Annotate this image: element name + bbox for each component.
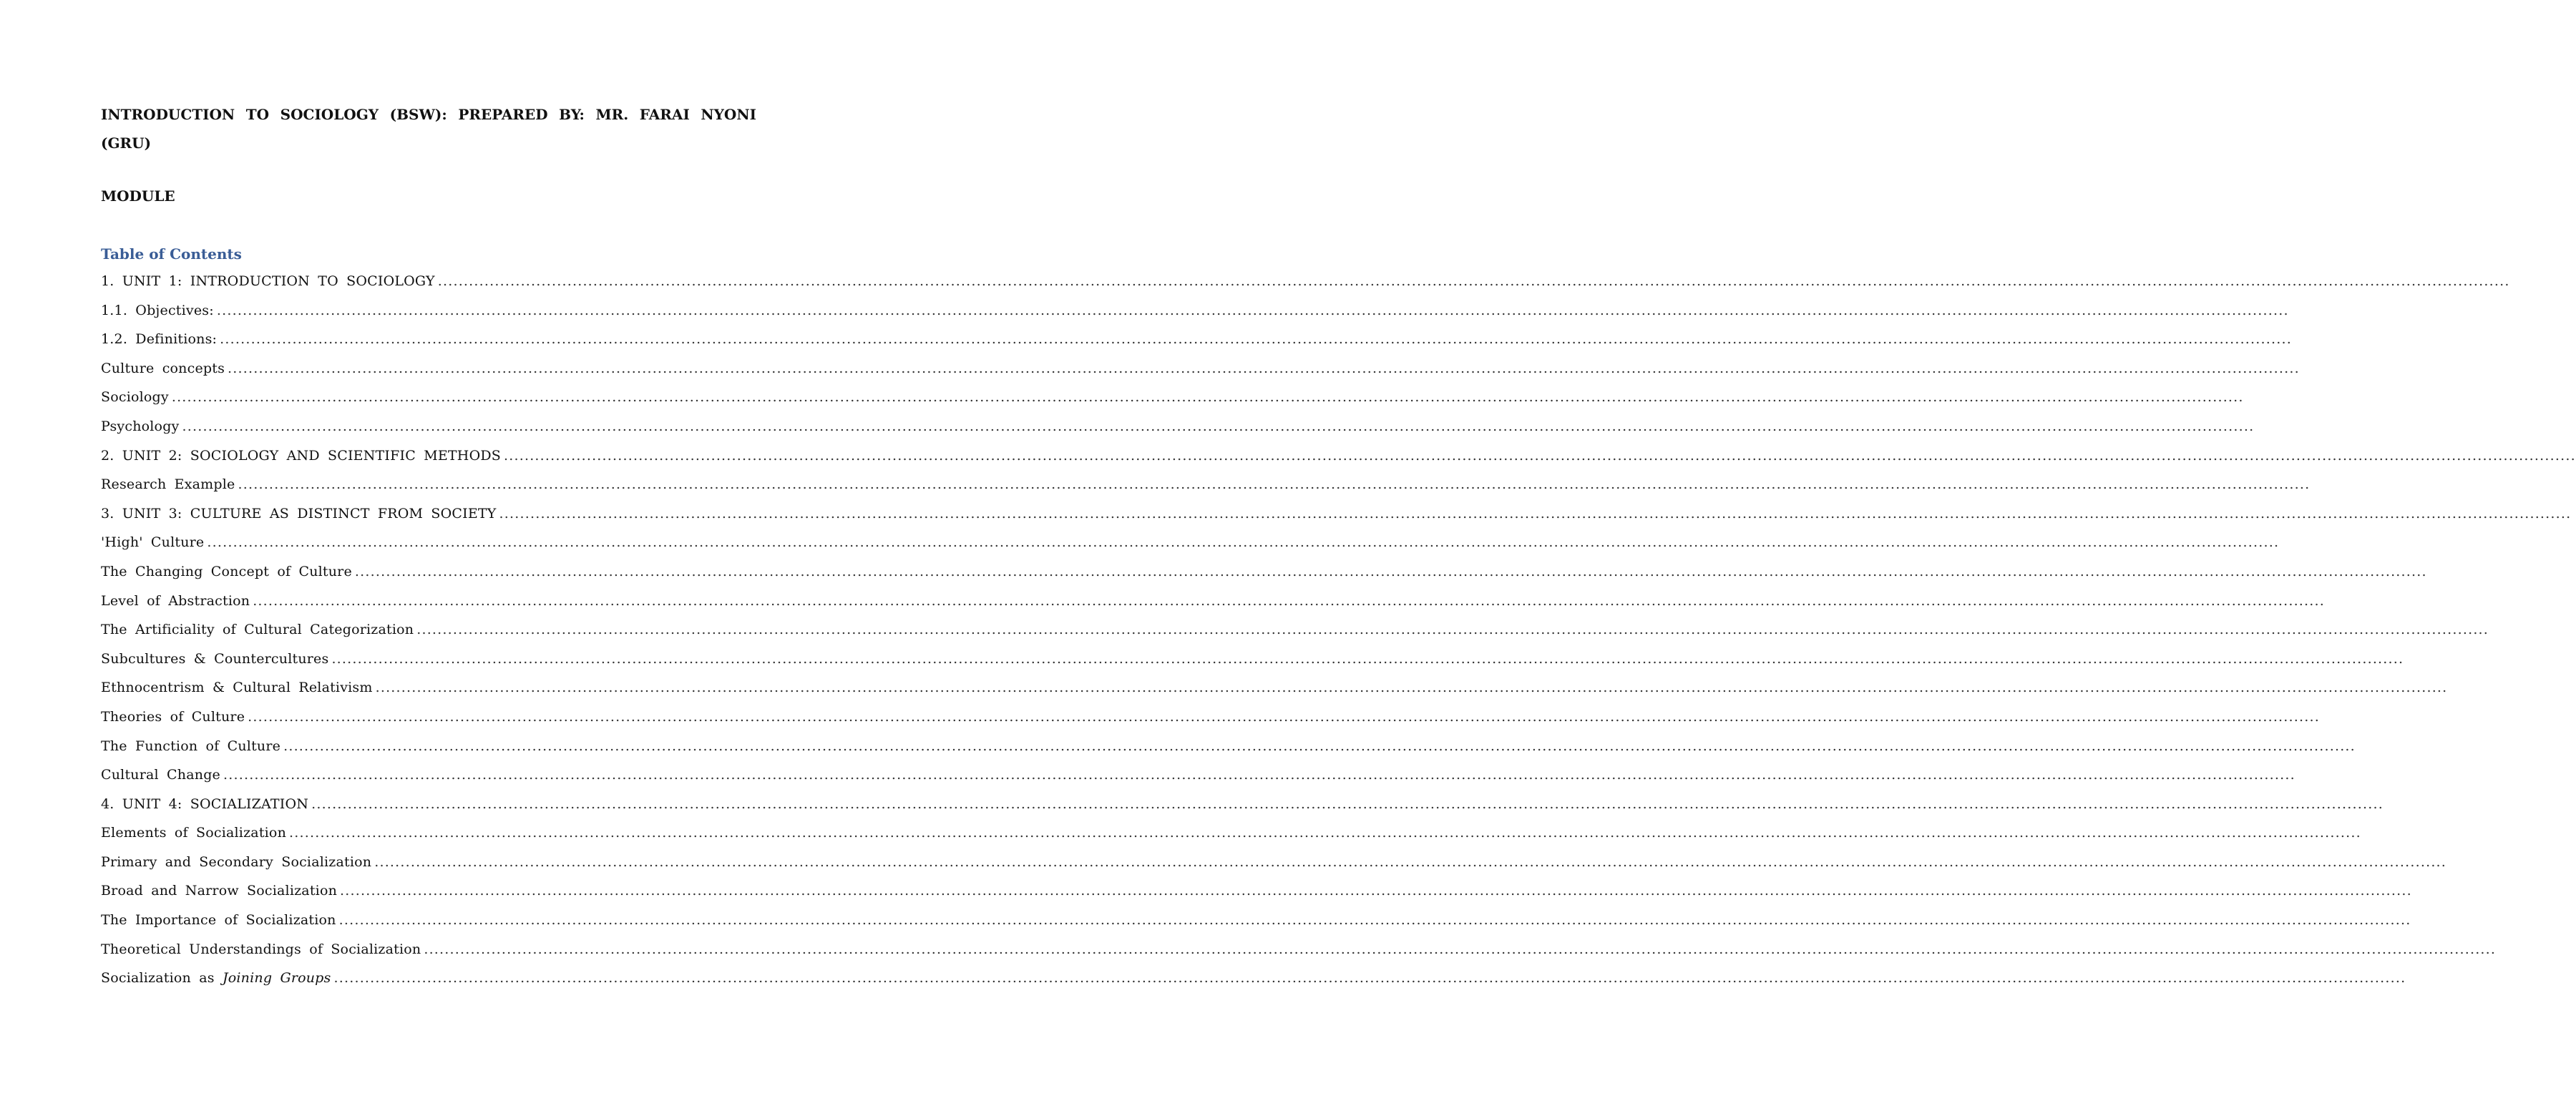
toc-dot-leader: ................................................................................................................................................................................................................................................................................................................................................................................................................: [220, 331, 2292, 348]
toc-dot-leader: ................................................................................................................................................................................................................................................................................................................................................................................................................: [171, 389, 2244, 406]
toc-entry-text: Culture concepts: [101, 360, 225, 376]
toc-dot-leader: ................................................................................................................................................................................................................................................................................................................................................................................................................: [289, 825, 2361, 841]
toc-entry[interactable]: [101, 796, 2384, 826]
toc-entry-label[interactable]: [101, 854, 371, 870]
toc-entry[interactable]: [101, 825, 2361, 854]
toc-entry-text: Socialization as: [101, 970, 215, 987]
toc-dot-leader: ................................................................................................................................................................................................................................................................................................................................................................................................................: [354, 563, 2427, 579]
toc-entry-text: Elements of Socialization: [101, 825, 287, 841]
toc-entry-label[interactable]: [101, 389, 169, 405]
toc-dot-leader: ................................................................................................................................................................................................................................................................................................................................................................................................................: [424, 941, 2497, 957]
toc-dot-leader: ................................................................................................................................................................................................................................................................................................................................................................................................................: [338, 912, 2411, 929]
toc-dot-leader: ................................................................................................................................................................................................................................................................................................................................................................................................................: [437, 273, 2510, 289]
toc-entry-label[interactable]: [101, 303, 214, 318]
toc-entry[interactable]: [101, 331, 2292, 361]
toc-entry-text: Cultural Change: [101, 767, 220, 783]
toc-dot-leader: ................................................................................................................................................................................................................................................................................................................................................................................................................: [311, 796, 2384, 812]
toc-entry-text: 4. UNIT 4: SOCIALIZATION: [101, 796, 309, 812]
toc-entry-text: 3. UNIT 3: CULTURE AS DISTINCT FROM SOCIETY: [101, 505, 497, 522]
toc-entry-label[interactable]: [101, 912, 336, 928]
toc-entry-label[interactable]: [101, 622, 414, 637]
toc-entry[interactable]: [101, 302, 2289, 332]
toc-entry-label[interactable]: [101, 534, 204, 550]
toc-entry-text: The Artificiality of Cultural Categorization: [101, 622, 414, 638]
toc-entry-italic-text: Joining Groups: [222, 970, 331, 987]
toc-entry-label[interactable]: [101, 361, 225, 376]
toc-entry-text: The Function of Culture: [101, 738, 281, 754]
toc-entry[interactable]: [101, 853, 2447, 884]
toc-entry-label[interactable]: [101, 825, 286, 841]
toc-entry-label[interactable]: [101, 593, 250, 609]
toc-entry-label[interactable]: [101, 970, 331, 986]
toc-entry-text: 'High' Culture: [101, 534, 205, 551]
toc-entry[interactable]: [101, 767, 2296, 796]
toc-entry-label[interactable]: [101, 680, 373, 695]
table-of-contents: [101, 273, 2576, 999]
toc-entry[interactable]: [101, 650, 2404, 680]
toc-dot-leader: ................................................................................................................................................................................................................................................................................................................................................................................................................: [228, 360, 2300, 376]
toc-entry[interactable]: [101, 505, 2572, 535]
toc-entry-label[interactable]: [101, 273, 435, 289]
toc-entry-text: Theories of Culture: [101, 708, 245, 725]
toc-entry-text: Sociology: [101, 389, 169, 406]
toc-entry[interactable]: [101, 273, 2510, 303]
toc-entry[interactable]: [101, 738, 2356, 768]
toc-entry-text: Broad and Narrow Socialization: [101, 883, 338, 899]
toc-entry[interactable]: [101, 680, 2448, 709]
toc-entry[interactable]: [101, 418, 2255, 448]
toc-dot-leader: ................................................................................................................................................................................................................................................................................................................................................................................................................: [248, 708, 2320, 725]
toc-dot-leader: ................................................................................................................................................................................................................................................................................................................................................................................................................: [374, 853, 2447, 870]
toc-entry-text: 1.2. Definitions:: [101, 331, 218, 348]
toc-entry-text: 1.1. Objectives:: [101, 302, 214, 318]
toc-entry[interactable]: [101, 970, 2406, 999]
toc-entry[interactable]: [101, 389, 2244, 419]
toc-dot-leader: ................................................................................................................................................................................................................................................................................................................................................................................................................: [504, 447, 2576, 464]
toc-entry-label[interactable]: [101, 506, 497, 522]
toc-entry[interactable]: [101, 447, 2576, 477]
toc-dot-leader: ................................................................................................................................................................................................................................................................................................................................................................................................................: [340, 883, 2412, 899]
toc-entry-text: Level of Abstraction: [101, 592, 250, 609]
toc-entry-text: The Changing Concept of Culture: [101, 563, 352, 579]
toc-entry[interactable]: [101, 708, 2320, 738]
toc-entry[interactable]: [101, 534, 2280, 564]
toc-entry-text: Primary and Secondary Socialization: [101, 853, 372, 870]
toc-dot-leader: ................................................................................................................................................................................................................................................................................................................................................................................................................: [253, 592, 2326, 609]
toc-entry-label[interactable]: [101, 738, 280, 754]
module-label: MODULE: [101, 187, 175, 205]
toc-dot-leader: ................................................................................................................................................................................................................................................................................................................................................................................................................: [499, 505, 2572, 522]
toc-entry-text: Subcultures & Countercultures: [101, 650, 329, 667]
toc-dot-leader: ................................................................................................................................................................................................................................................................................................................................................................................................................: [207, 534, 2280, 551]
toc-entry-label[interactable]: [101, 796, 308, 812]
toc-entry-label[interactable]: [101, 941, 421, 957]
toc-entry-label[interactable]: [101, 883, 337, 899]
toc-entry-label[interactable]: [101, 419, 180, 434]
document-title: INTRODUCTION TO SOCIOLOGY (BSW): PREPARED BY: MR. FARAI NYONI (GRU): [101, 106, 756, 152]
toc-dot-leader: ................................................................................................................................................................................................................................................................................................................................................................................................................: [283, 738, 2356, 754]
toc-entry-label[interactable]: [101, 448, 501, 464]
toc-entry[interactable]: [101, 563, 2427, 593]
toc-entry-label[interactable]: [101, 767, 220, 783]
toc-entry-text: Research Example: [101, 476, 235, 493]
toc-heading: Table of Contents: [101, 245, 242, 263]
toc-entry[interactable]: [101, 622, 2489, 651]
toc-entry[interactable]: [101, 883, 2412, 912]
toc-entry-text: The Importance of Socialization: [101, 912, 336, 929]
toc-entry[interactable]: [101, 941, 2497, 971]
toc-dot-leader: ................................................................................................................................................................................................................................................................................................................................................................................................................: [375, 680, 2448, 696]
toc-entry-text: 1. UNIT 1: INTRODUCTION TO SOCIOLOGY: [101, 273, 435, 289]
toc-entry-label[interactable]: [101, 476, 235, 492]
toc-entry-label[interactable]: [101, 709, 245, 725]
toc-dot-leader: ................................................................................................................................................................................................................................................................................................................................................................................................................: [333, 970, 2406, 987]
toc-dot-leader: ................................................................................................................................................................................................................................................................................................................................................................................................................: [182, 418, 2255, 434]
toc-entry-label[interactable]: [101, 564, 352, 579]
toc-entry-label[interactable]: [101, 651, 328, 667]
toc-entry-label[interactable]: [101, 331, 217, 347]
toc-entry[interactable]: [101, 912, 2411, 941]
toc-entry[interactable]: [101, 592, 2326, 622]
toc-entry[interactable]: [101, 476, 2311, 506]
toc-dot-leader: ................................................................................................................................................................................................................................................................................................................................................................................................................: [416, 622, 2489, 638]
toc-entry-text: Theoretical Understandings of Socialization: [101, 941, 421, 957]
toc-entry[interactable]: [101, 360, 2300, 390]
toc-dot-leader: ................................................................................................................................................................................................................................................................................................................................................................................................................: [238, 476, 2311, 493]
toc-dot-leader: ................................................................................................................................................................................................................................................................................................................................................................................................................: [216, 302, 2289, 318]
toc-dot-leader: ................................................................................................................................................................................................................................................................................................................................................................................................................: [331, 650, 2404, 667]
toc-dot-leader: ................................................................................................................................................................................................................................................................................................................................................................................................................: [223, 767, 2296, 783]
toc-entry-text: Ethnocentrism & Cultural Relativism: [101, 680, 373, 696]
toc-entry-text: Psychology: [101, 418, 180, 434]
toc-entry-text: 2. UNIT 2: SOCIOLOGY AND SCIENTIFIC METHODS: [101, 447, 501, 464]
